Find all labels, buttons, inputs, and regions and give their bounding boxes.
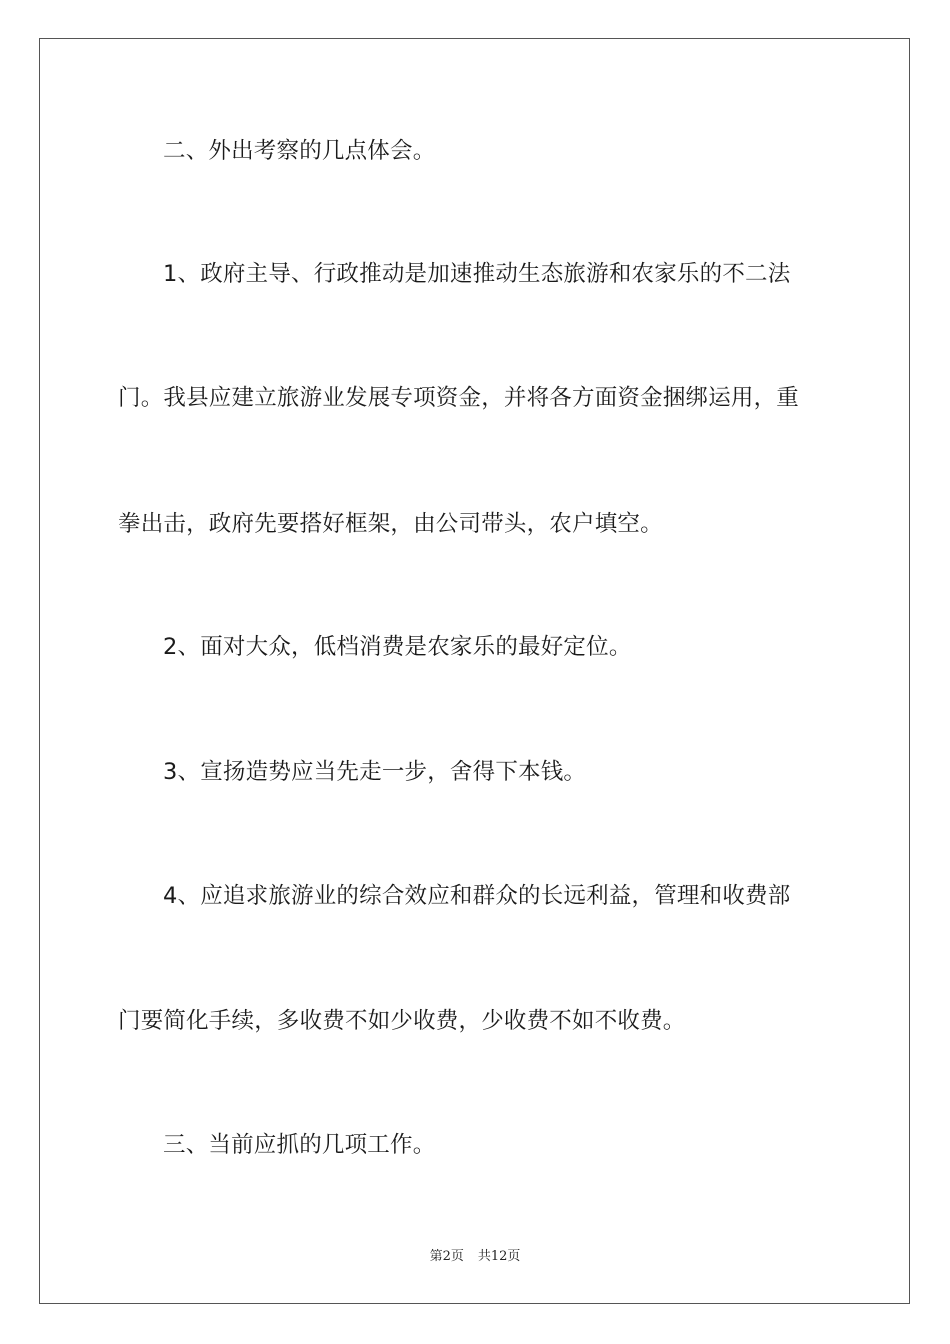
- paragraph-line: 拳出击，政府先要搭好框架，由公司带头，农户填空。: [118, 511, 663, 537]
- page-total: 共12页: [477, 1249, 521, 1264]
- section-heading-2: 二、外出考察的几点体会。: [163, 138, 436, 164]
- paragraph-line: 4、应追求旅游业的综合效应和群众的长远利益，管理和收费部: [163, 883, 791, 909]
- section-heading-3: 三、当前应抓的几项工作。: [163, 1132, 436, 1158]
- page-number: 第2页: [429, 1249, 464, 1264]
- paragraph-line: 1、政府主导、行政推动是加速推动生态旅游和农家乐的不二法: [163, 261, 791, 287]
- page-border: [39, 38, 910, 1304]
- paragraph-line: 门。我县应建立旅游业发展专项资金，并将各方面资金捆绑运用，重: [118, 385, 800, 411]
- paragraph-line: 3、宣扬造势应当先走一步，舍得下本钱。: [163, 759, 587, 785]
- paragraph-line: 2、面对大众，低档消费是农家乐的最好定位。: [163, 634, 632, 660]
- paragraph-line: 门要简化手续，多收费不如少收费，少收费不如不收费。: [118, 1008, 686, 1034]
- page-footer: [0, 1248, 950, 1266]
